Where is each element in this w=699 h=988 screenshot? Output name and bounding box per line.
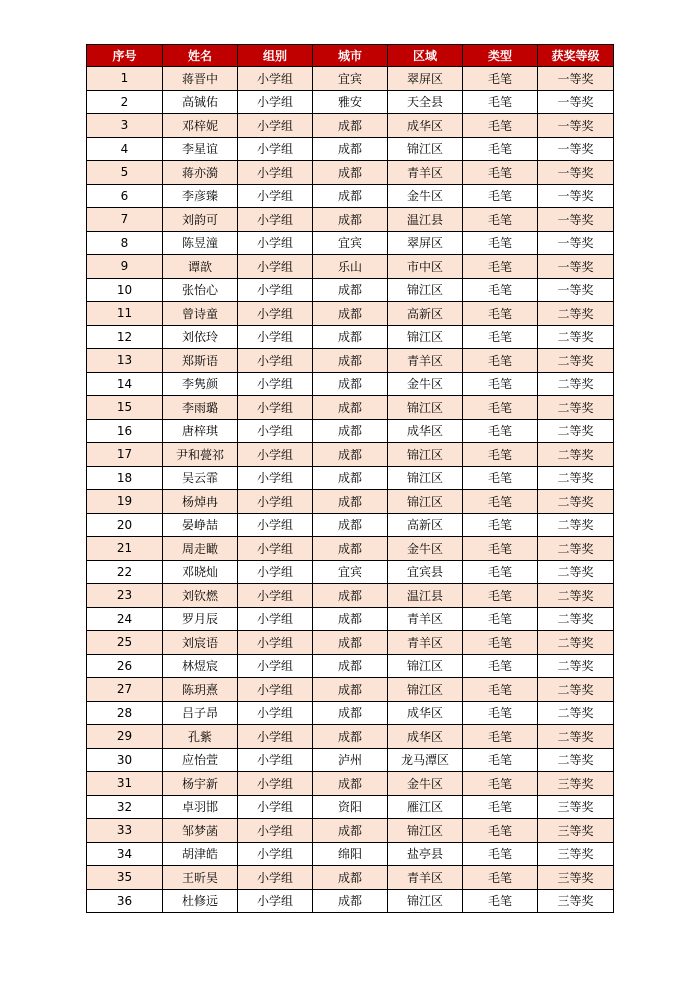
cell-seq: 12 [87,325,163,349]
cell-district: 盐亭县 [388,842,463,866]
cell-seq: 36 [87,889,163,913]
cell-city: 成都 [313,631,388,655]
cell-city: 雅安 [313,90,388,114]
cell-award: 一等奖 [538,67,614,91]
cell-group: 小学组 [238,772,313,796]
cell-name: 曾诗童 [163,302,238,326]
cell-name: 吕子昂 [163,701,238,725]
cell-city: 成都 [313,349,388,373]
cell-type: 毛笔 [463,654,538,678]
cell-name: 杨焯冉 [163,490,238,514]
cell-name: 尹和甍祁 [163,443,238,467]
cell-seq: 9 [87,255,163,279]
cell-name: 孔紫 [163,725,238,749]
cell-city: 成都 [313,819,388,843]
header-row [87,45,614,67]
table-row [87,607,614,631]
cell-group: 小学组 [238,819,313,843]
cell-group: 小学组 [238,443,313,467]
cell-name: 高铖佑 [163,90,238,114]
cell-type: 毛笔 [463,795,538,819]
table-row [87,231,614,255]
cell-type: 毛笔 [463,114,538,138]
cell-seq: 20 [87,513,163,537]
cell-group: 小学组 [238,161,313,185]
cell-type: 毛笔 [463,255,538,279]
cell-name: 邓晓灿 [163,560,238,584]
cell-seq: 26 [87,654,163,678]
cell-group: 小学组 [238,537,313,561]
cell-type: 毛笔 [463,208,538,232]
cell-name: 刘韵可 [163,208,238,232]
cell-group: 小学组 [238,725,313,749]
table-row [87,325,614,349]
cell-name: 陈玥熹 [163,678,238,702]
cell-type: 毛笔 [463,889,538,913]
cell-group: 小学组 [238,184,313,208]
cell-district: 锦江区 [388,137,463,161]
cell-city: 泸州 [313,748,388,772]
cell-seq: 16 [87,419,163,443]
table-row [87,584,614,608]
cell-city: 成都 [313,302,388,326]
cell-city: 成都 [313,137,388,161]
cell-type: 毛笔 [463,490,538,514]
cell-group: 小学组 [238,90,313,114]
cell-seq: 11 [87,302,163,326]
table-row [87,537,614,561]
cell-group: 小学组 [238,466,313,490]
cell-type: 毛笔 [463,466,538,490]
cell-type: 毛笔 [463,231,538,255]
cell-city: 宜宾 [313,560,388,584]
table-row [87,114,614,138]
cell-district: 锦江区 [388,396,463,420]
cell-district: 锦江区 [388,490,463,514]
table-row [87,560,614,584]
table-row [87,443,614,467]
cell-district: 翠屏区 [388,67,463,91]
cell-seq: 5 [87,161,163,185]
cell-district: 锦江区 [388,325,463,349]
cell-group: 小学组 [238,584,313,608]
cell-award: 一等奖 [538,137,614,161]
cell-name: 刘依玲 [163,325,238,349]
cell-city: 成都 [313,443,388,467]
table-row [87,208,614,232]
cell-city: 成都 [313,396,388,420]
cell-group: 小学组 [238,842,313,866]
cell-group: 小学组 [238,278,313,302]
cell-type: 毛笔 [463,725,538,749]
table-row [87,278,614,302]
cell-city: 成都 [313,419,388,443]
table-row [87,795,614,819]
cell-city: 成都 [313,184,388,208]
cell-seq: 34 [87,842,163,866]
cell-type: 毛笔 [463,325,538,349]
cell-name: 邹梦菡 [163,819,238,843]
table-row [87,654,614,678]
cell-award: 一等奖 [538,231,614,255]
table-row [87,513,614,537]
cell-seq: 14 [87,372,163,396]
cell-group: 小学组 [238,114,313,138]
cell-award: 二等奖 [538,513,614,537]
cell-type: 毛笔 [463,443,538,467]
cell-name: 杨宇新 [163,772,238,796]
cell-award: 一等奖 [538,184,614,208]
cell-group: 小学组 [238,678,313,702]
cell-group: 小学组 [238,866,313,890]
cell-seq: 27 [87,678,163,702]
cell-seq: 31 [87,772,163,796]
table-row [87,184,614,208]
cell-district: 金牛区 [388,537,463,561]
cell-seq: 3 [87,114,163,138]
cell-type: 毛笔 [463,372,538,396]
cell-award: 三等奖 [538,795,614,819]
cell-type: 毛笔 [463,678,538,702]
cell-group: 小学组 [238,513,313,537]
cell-seq: 7 [87,208,163,232]
cell-district: 青羊区 [388,866,463,890]
awards-table [86,44,614,913]
table-row [87,161,614,185]
cell-city: 成都 [313,584,388,608]
cell-name: 晏峥喆 [163,513,238,537]
cell-seq: 4 [87,137,163,161]
cell-district: 温江县 [388,584,463,608]
cell-district: 青羊区 [388,631,463,655]
cell-city: 成都 [313,654,388,678]
cell-city: 成都 [313,513,388,537]
cell-award: 二等奖 [538,443,614,467]
cell-district: 金牛区 [388,372,463,396]
cell-award: 二等奖 [538,372,614,396]
cell-city: 成都 [313,161,388,185]
cell-district: 成华区 [388,701,463,725]
cell-award: 二等奖 [538,631,614,655]
cell-award: 二等奖 [538,607,614,631]
table-row [87,419,614,443]
cell-group: 小学组 [238,208,313,232]
table-row [87,631,614,655]
cell-seq: 33 [87,819,163,843]
cell-city: 宜宾 [313,231,388,255]
cell-name: 胡津皓 [163,842,238,866]
cell-type: 毛笔 [463,90,538,114]
cell-award: 二等奖 [538,748,614,772]
cell-group: 小学组 [238,631,313,655]
cell-group: 小学组 [238,607,313,631]
cell-name: 唐梓琪 [163,419,238,443]
cell-district: 金牛区 [388,772,463,796]
table-row [87,255,614,279]
cell-district: 锦江区 [388,889,463,913]
cell-type: 毛笔 [463,67,538,91]
table-row [87,701,614,725]
cell-city: 宜宾 [313,67,388,91]
cell-district: 翠屏区 [388,231,463,255]
cell-name: 谭歆 [163,255,238,279]
table-row [87,137,614,161]
cell-type: 毛笔 [463,772,538,796]
column-header-type: 类型 [463,45,538,67]
column-header-city: 城市 [313,45,388,67]
cell-group: 小学组 [238,67,313,91]
table-body [87,67,614,913]
cell-district: 锦江区 [388,466,463,490]
cell-name: 郑斯语 [163,349,238,373]
cell-name: 吴云霏 [163,466,238,490]
cell-group: 小学组 [238,302,313,326]
cell-type: 毛笔 [463,278,538,302]
cell-type: 毛笔 [463,513,538,537]
cell-type: 毛笔 [463,419,538,443]
cell-city: 成都 [313,701,388,725]
cell-type: 毛笔 [463,560,538,584]
cell-group: 小学组 [238,137,313,161]
cell-award: 一等奖 [538,278,614,302]
cell-seq: 22 [87,560,163,584]
cell-name: 刘钦燃 [163,584,238,608]
cell-city: 成都 [313,325,388,349]
cell-award: 二等奖 [538,466,614,490]
column-header-name: 姓名 [163,45,238,67]
cell-seq: 10 [87,278,163,302]
cell-district: 锦江区 [388,654,463,678]
cell-group: 小学组 [238,654,313,678]
cell-seq: 1 [87,67,163,91]
cell-type: 毛笔 [463,537,538,561]
table-row [87,90,614,114]
cell-city: 成都 [313,372,388,396]
cell-award: 三等奖 [538,819,614,843]
cell-award: 二等奖 [538,678,614,702]
cell-city: 成都 [313,537,388,561]
cell-city: 乐山 [313,255,388,279]
cell-award: 二等奖 [538,325,614,349]
cell-type: 毛笔 [463,748,538,772]
cell-award: 二等奖 [538,349,614,373]
table-row [87,349,614,373]
cell-group: 小学组 [238,490,313,514]
cell-award: 二等奖 [538,654,614,678]
cell-district: 锦江区 [388,443,463,467]
cell-seq: 2 [87,90,163,114]
cell-district: 成华区 [388,114,463,138]
cell-district: 青羊区 [388,607,463,631]
cell-city: 绵阳 [313,842,388,866]
table-row [87,819,614,843]
table-row [87,889,614,913]
cell-city: 成都 [313,278,388,302]
cell-award: 二等奖 [538,302,614,326]
cell-district: 高新区 [388,513,463,537]
cell-type: 毛笔 [463,607,538,631]
cell-seq: 15 [87,396,163,420]
cell-seq: 13 [87,349,163,373]
cell-district: 雁江区 [388,795,463,819]
cell-seq: 21 [87,537,163,561]
column-header-district: 区域 [388,45,463,67]
cell-district: 锦江区 [388,678,463,702]
table-row [87,396,614,420]
cell-seq: 35 [87,866,163,890]
cell-city: 成都 [313,490,388,514]
cell-type: 毛笔 [463,396,538,420]
cell-group: 小学组 [238,795,313,819]
cell-city: 成都 [313,466,388,490]
cell-seq: 30 [87,748,163,772]
table-row [87,725,614,749]
cell-group: 小学组 [238,560,313,584]
cell-group: 小学组 [238,701,313,725]
cell-city: 成都 [313,678,388,702]
column-header-group: 组别 [238,45,313,67]
cell-name: 李星谊 [163,137,238,161]
cell-type: 毛笔 [463,349,538,373]
cell-name: 陈昱潼 [163,231,238,255]
cell-name: 蒋晋中 [163,67,238,91]
cell-seq: 25 [87,631,163,655]
cell-seq: 28 [87,701,163,725]
cell-city: 成都 [313,208,388,232]
cell-name: 杜修远 [163,889,238,913]
cell-city: 成都 [313,114,388,138]
cell-name: 邓梓妮 [163,114,238,138]
table-row [87,866,614,890]
cell-city: 成都 [313,607,388,631]
cell-name: 蒋亦漪 [163,161,238,185]
cell-name: 李雨璐 [163,396,238,420]
cell-name: 张怡心 [163,278,238,302]
cell-district: 成华区 [388,725,463,749]
cell-name: 林煜宸 [163,654,238,678]
cell-group: 小学组 [238,419,313,443]
cell-group: 小学组 [238,255,313,279]
cell-district: 宜宾县 [388,560,463,584]
cell-type: 毛笔 [463,137,538,161]
table-row [87,748,614,772]
cell-award: 二等奖 [538,725,614,749]
cell-type: 毛笔 [463,701,538,725]
cell-award: 一等奖 [538,208,614,232]
cell-name: 王昕昊 [163,866,238,890]
cell-district: 市中区 [388,255,463,279]
cell-type: 毛笔 [463,819,538,843]
cell-seq: 29 [87,725,163,749]
cell-name: 应怡萱 [163,748,238,772]
cell-award: 三等奖 [538,866,614,890]
cell-city: 成都 [313,889,388,913]
cell-type: 毛笔 [463,866,538,890]
table-row [87,490,614,514]
cell-district: 青羊区 [388,161,463,185]
table-row [87,772,614,796]
table-row [87,302,614,326]
cell-name: 刘宸语 [163,631,238,655]
cell-city: 资阳 [313,795,388,819]
cell-city: 成都 [313,725,388,749]
cell-award: 一等奖 [538,90,614,114]
cell-group: 小学组 [238,889,313,913]
cell-city: 成都 [313,772,388,796]
cell-award: 三等奖 [538,772,614,796]
table-row [87,372,614,396]
cell-award: 二等奖 [538,419,614,443]
cell-group: 小学组 [238,325,313,349]
cell-award: 一等奖 [538,255,614,279]
cell-award: 二等奖 [538,560,614,584]
cell-district: 锦江区 [388,278,463,302]
cell-award: 一等奖 [538,161,614,185]
cell-district: 高新区 [388,302,463,326]
cell-type: 毛笔 [463,842,538,866]
cell-group: 小学组 [238,748,313,772]
cell-award: 二等奖 [538,396,614,420]
cell-district: 青羊区 [388,349,463,373]
cell-award: 二等奖 [538,584,614,608]
cell-city: 成都 [313,866,388,890]
cell-district: 金牛区 [388,184,463,208]
cell-district: 温江县 [388,208,463,232]
cell-seq: 23 [87,584,163,608]
cell-seq: 17 [87,443,163,467]
cell-name: 周走瞰 [163,537,238,561]
cell-district: 天全县 [388,90,463,114]
cell-seq: 24 [87,607,163,631]
cell-seq: 6 [87,184,163,208]
cell-seq: 19 [87,490,163,514]
table-row [87,678,614,702]
cell-group: 小学组 [238,396,313,420]
cell-group: 小学组 [238,231,313,255]
cell-group: 小学组 [238,349,313,373]
cell-group: 小学组 [238,372,313,396]
cell-name: 卓羽邯 [163,795,238,819]
cell-name: 李彦臻 [163,184,238,208]
column-header-award: 获奖等级 [538,45,614,67]
cell-type: 毛笔 [463,631,538,655]
cell-award: 二等奖 [538,537,614,561]
table-row [87,67,614,91]
cell-seq: 18 [87,466,163,490]
cell-district: 锦江区 [388,819,463,843]
cell-district: 成华区 [388,419,463,443]
cell-award: 三等奖 [538,842,614,866]
cell-seq: 8 [87,231,163,255]
cell-district: 龙马潭区 [388,748,463,772]
cell-seq: 32 [87,795,163,819]
table-row [87,466,614,490]
cell-type: 毛笔 [463,302,538,326]
cell-name: 李隽颜 [163,372,238,396]
cell-type: 毛笔 [463,161,538,185]
cell-name: 罗月辰 [163,607,238,631]
cell-type: 毛笔 [463,184,538,208]
column-header-seq: 序号 [87,45,163,67]
table-row [87,842,614,866]
cell-type: 毛笔 [463,584,538,608]
cell-award: 一等奖 [538,114,614,138]
cell-award: 三等奖 [538,889,614,913]
cell-award: 二等奖 [538,701,614,725]
cell-award: 二等奖 [538,490,614,514]
